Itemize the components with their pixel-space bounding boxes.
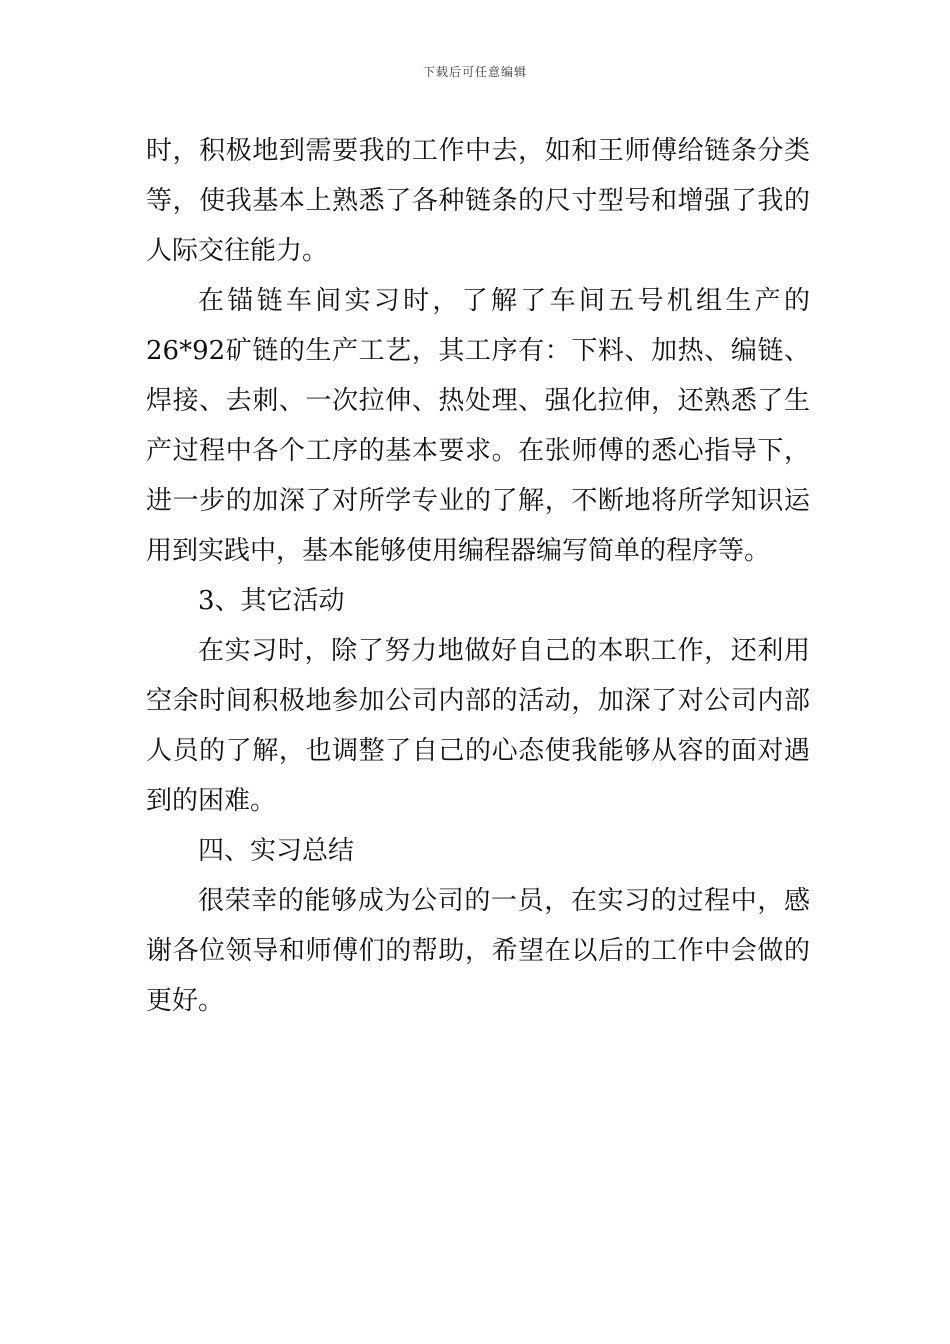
paragraph-other-activities: 在实习时，除了努力地做好自己的本职工作，还利用空余时间积极地参加公司内部的活动，加深了对公司内部人员的了解，也调整了自己的心态使我能够从容的面对遇到的困难。 [146,636,810,816]
page-header-note: 下载后可任意编辑 [422,65,527,79]
paragraph-continued: 时，积极地到需要我的工作中去，如和王师傅给链条分类等，使我基本上熟悉了各种链条的尺寸型号和增强了我的人际交往能力。 [146,136,810,266]
section-heading-internship-summary: 四、实习总结 [198,836,355,866]
paragraph-internship-summary: 很荣幸的能够成为公司的一员，在实习的过程中，感谢各位领导和师傅们的帮助，希望在以后的工作中会做的更好。 [146,886,810,1016]
section-heading-other-activities: 3、其它活动 [198,586,345,616]
document-body [146,126,810,1026]
paragraph-anchor-chain-workshop: 在锚链车间实习时，了解了车间五号机组生产的26*92矿链的生产工艺，其工序有：下料、加热、编链、焊接、去刺、一次拉伸、热处理、强化拉伸，还熟悉了生产过程中各个工序的基本要求。在张师傅的悉心指导下，进一步的加深了对所学专业的了解，不断地将所学知识运用到实践中，基本能够使用编程器编写简单的程序等。 [146,286,810,566]
